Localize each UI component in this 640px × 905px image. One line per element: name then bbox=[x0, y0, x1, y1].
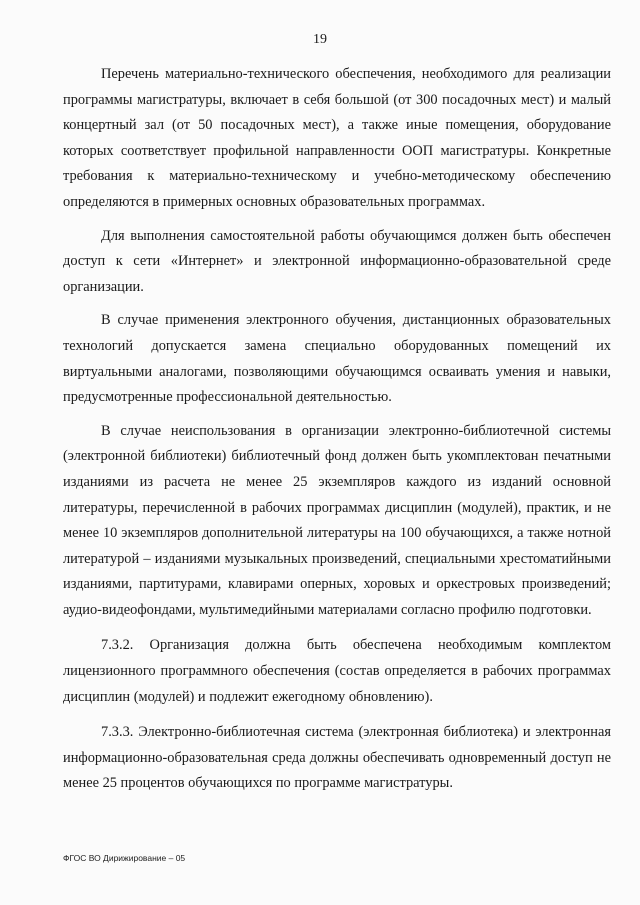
paragraph-7-3-2-software: 7.3.2. Организация должна быть обеспечена необходимым комплектом лицензионного программного обеспечения (состав определяется в рабочих программах дисциплин (модулей) и подлежит ежегодному обновлению). bbox=[63, 637, 611, 705]
document-body bbox=[63, 62, 611, 797]
paragraph-internet-access: Для выполнения самостоятельной работы обучающимся должен быть обеспечен доступ к сети «Интернет» и электронной информационно-образовательной среде организации. bbox=[63, 227, 611, 295]
paragraph-e-learning: В случае применения электронного обучения, дистанционных образовательных технологий допускается замена специально оборудованных помещений их виртуальными аналогами, позволяющими обучающимся осваивать умения и навыки, предусмотренные профессиональной деятельностью. bbox=[63, 312, 611, 406]
page-number: 19 bbox=[313, 32, 327, 47]
paragraph-material-technical-support: Перечень материально-технического обеспечения, необходимого для реализации программы магистратуры, включает в себя большой (от 300 посадочных мест) и малый концертный зал (от 50 посадочных мест), а также иные помещения, оборудование которых соответствует профильной направленности ООП магистратуры. Конкретные требования к материально-техническому и учебно-методическому обеспечению определяются в примерных основных образовательных программах. bbox=[63, 66, 611, 210]
paragraph-library-fund: В случае неиспользования в организации электронно-библиотечной системы (электронной библиотеки) библиотечный фонд должен быть укомплектован печатными изданиями из расчета не менее 25 экземпляров каждого из изданий основной литературы, перечисленной в рабочих программах дисциплин (модулей), практик, и не менее 10 экземпляров дополнительной литературы на 100 обучающихся, а также нотной литературой – изданиями музыкальных произведений, специальными хрестоматийными изданиями, партитурами, клавирами оперных, хоровых и оркестровых произведений; аудио-видеофондами, мультимедийными материалами согласно профилю подготовки. bbox=[63, 422, 611, 618]
footer-document-code: ФГОС ВО Дирижирование – 05 bbox=[63, 853, 186, 863]
paragraph-7-3-3-library-system: 7.3.3. Электронно-библиотечная система (электронная библиотека) и электронная информационно-образовательная среда должны обеспечивать одновременный доступ не менее 25 процентов обучающихся по программе магистратуры. bbox=[63, 724, 611, 792]
